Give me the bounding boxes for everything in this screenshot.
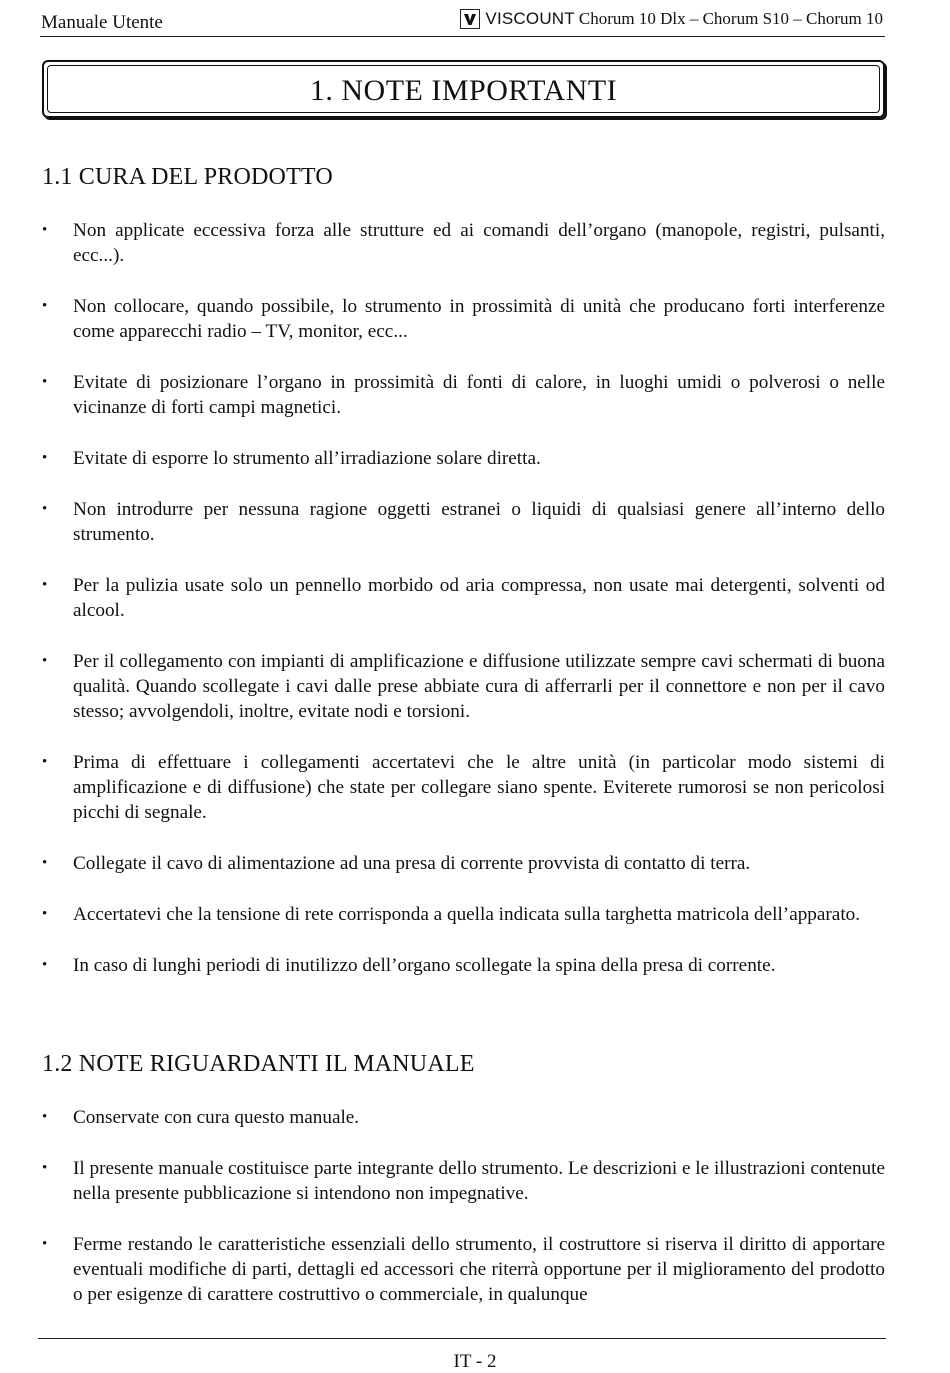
header-brand-block xyxy=(460,9,883,29)
viscount-logo-icon xyxy=(460,9,480,29)
bullet-text: Per la pulizia usate solo un pennello morbido od aria compressa, non usate mai detergenti, solventi od alcool. xyxy=(73,575,885,621)
bullet-icon: • xyxy=(42,653,48,669)
bullet-item xyxy=(42,218,885,268)
bullet-item xyxy=(42,851,885,876)
bullet-text: In caso di lunghi periodi di inutilizzo dell’organo scollegate la spina della presa di corrente. xyxy=(73,955,776,976)
bullet-item xyxy=(42,1105,885,1130)
bullet-icon: • xyxy=(42,957,48,973)
chapter-title-box xyxy=(42,60,885,118)
bullet-text: Collegate il cavo di alimentazione ad una presa di corrente provvista di contatto di terra. xyxy=(73,853,751,874)
bullet-icon: • xyxy=(42,374,48,390)
bullet-item xyxy=(42,497,885,547)
bullet-icon: • xyxy=(42,501,48,517)
bullet-icon: • xyxy=(42,450,48,466)
manual-title: Manuale Utente xyxy=(41,12,163,33)
section-heading-manuale: 1.2 NOTE RIGUARDANTI IL MANUALE xyxy=(42,1051,475,1077)
bullet-text: Accertatevi che la tensione di rete corrisponda a quella indicata sulla targhetta matricola dell’apparato. xyxy=(73,904,861,925)
bullet-item xyxy=(42,902,885,927)
bullet-text: Evitate di posizionare l’organo in prossimità di fonti di calore, in luoghi umidi o polverosi o nelle vicinanze di forti campi magnetici. xyxy=(73,372,885,418)
page-number: IT - 2 xyxy=(453,1351,497,1372)
model-names: Chorum 10 Dlx – Chorum S10 – Chorum 10 xyxy=(578,9,883,28)
bullet-text: Ferme restando le caratteristiche essenziali dello strumento, il costruttore si riserva il diritto di apportare eventuali modifiche di parti, dettagli ed accessori che riterrà opportune per il miglioramento del prodotto o per esigenze di carattere costruttivo o commerciale, in qualunque xyxy=(73,1234,885,1305)
bullet-icon: • xyxy=(42,1109,48,1125)
bullet-text: Conservate con cura questo manuale. xyxy=(73,1107,360,1128)
bullet-item xyxy=(42,294,885,344)
bullet-icon: • xyxy=(42,855,48,871)
page-header xyxy=(40,6,885,37)
brand-name: VISCOUNT xyxy=(485,9,575,28)
bullet-item xyxy=(42,446,885,471)
bullet-list-cura xyxy=(42,218,885,1004)
bullet-text: Non collocare, quando possibile, lo strumento in prossimità di unità che producano forti interferenze come apparecchi radio – TV, monitor, ecc... xyxy=(73,296,885,342)
bullet-text: Evitate di esporre lo strumento all’irradiazione solare diretta. xyxy=(73,448,541,469)
bullet-item xyxy=(42,649,885,724)
bullet-text: Non introdurre per nessuna ragione oggetti estranei o liquidi di qualsiasi genere all’interno dello strumento. xyxy=(73,499,885,545)
bullet-item xyxy=(42,370,885,420)
bullet-list-manuale xyxy=(42,1105,885,1333)
bullet-icon: • xyxy=(42,1236,48,1252)
bullet-item xyxy=(42,1232,885,1307)
chapter-title: 1. NOTE IMPORTANTI xyxy=(309,74,618,107)
bullet-icon: • xyxy=(42,222,48,238)
footer-divider xyxy=(38,1338,886,1339)
bullet-item xyxy=(42,750,885,825)
bullet-icon: • xyxy=(42,906,48,922)
bullet-item xyxy=(42,953,885,978)
bullet-text: Prima di effettuare i collegamenti accertatevi che le altre unità (in particolar modo sistemi di amplificazione e di diffusione) che state per collegare siano spente. Eviterete rumorosi se non pericolosi picchi di segnale. xyxy=(73,752,885,823)
bullet-icon: • xyxy=(42,754,48,770)
bullet-icon: • xyxy=(42,1160,48,1176)
bullet-text: Il presente manuale costituisce parte integrante dello strumento. Le descrizioni e le illustrazioni contenute nella presente pubblicazione si intendono non impegnative. xyxy=(73,1158,885,1204)
bullet-icon: • xyxy=(42,298,48,314)
bullet-item xyxy=(42,573,885,623)
bullet-icon: • xyxy=(42,577,48,593)
bullet-text: Per il collegamento con impianti di amplificazione e diffusione utilizzate sempre cavi schermati di buona qualità. Quando scollegate i cavi dalle prese abbiate cura di afferrarli per il connettore e non per il cavo stesso; avvolgendoli, inoltre, evitate nodi e torsioni. xyxy=(73,651,885,722)
bullet-text: Non applicate eccessiva forza alle strutture ed ai comandi dell’organo (manopole, registri, pulsanti, ecc...). xyxy=(73,220,885,266)
section-heading-cura: 1.1 CURA DEL PRODOTTO xyxy=(42,164,333,190)
bullet-item xyxy=(42,1156,885,1206)
